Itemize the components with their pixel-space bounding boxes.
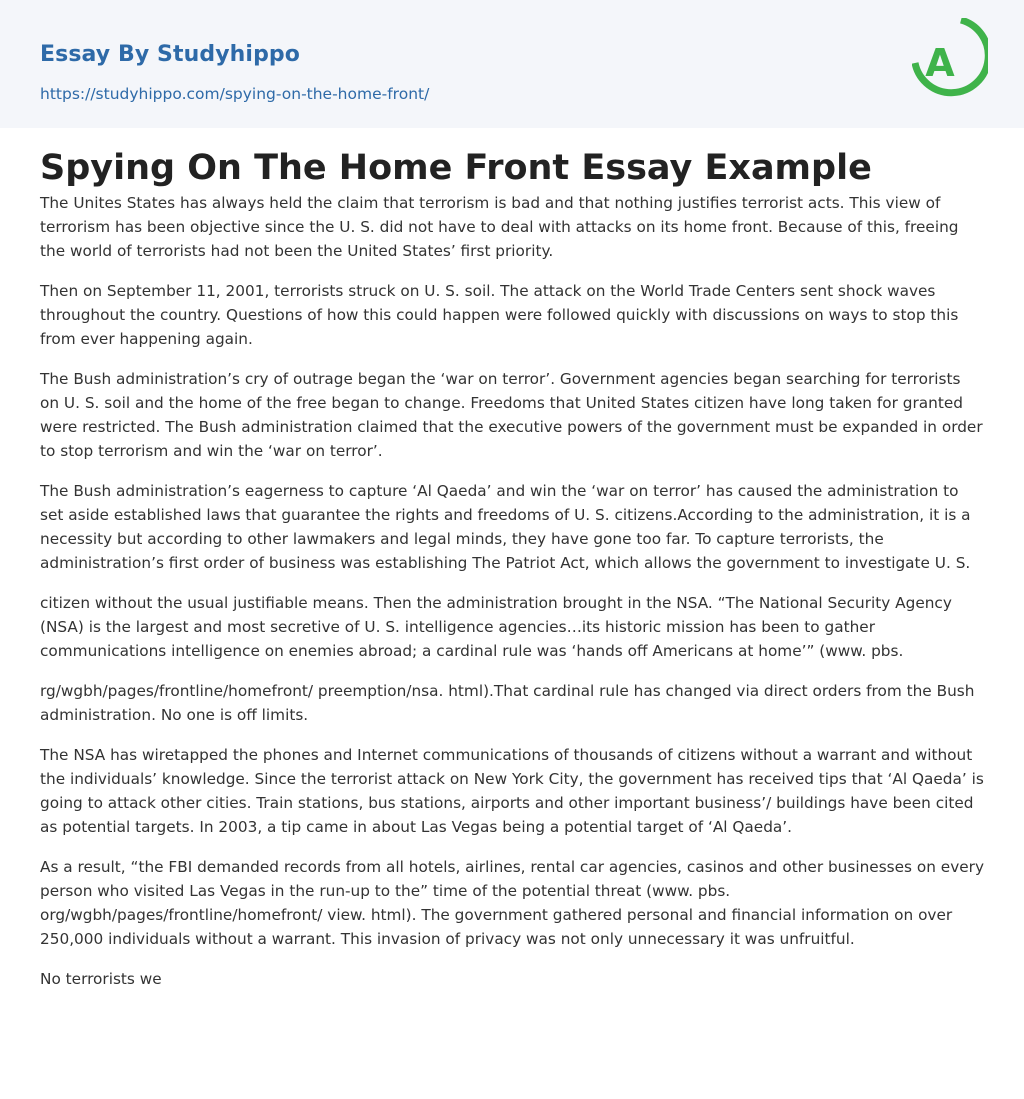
article-paragraph: The NSA has wiretapped the phones and Internet communications of thousands of citizens without a warrant and without the individuals’ knowledge. Since the terrorist attack on New York City, the government has received tips that ‘Al Qaeda’ is going to attack other cities. Train stations, bus stations, airports and other important business’/ buildings have been cited as potential targets. In 2003, a tip came in about Las Vegas being a potential target of ‘Al Qaeda’. xyxy=(40,746,984,836)
article-paragraph: The Bush administration’s eagerness to capture ‘Al Qaeda’ and win the ‘war on terror’ has caused the administration to set aside established laws that guarantee the rights and freedoms of U. S. citizens.According to the administration, it is a necessity but according to other lawmakers and legal minds, they have gone too far. To capture terrorists, the administration’s first order of business was establishing The Patriot Act, which allows the government to investigate U. S. xyxy=(40,482,971,572)
article-title: Spying On The Home Front Essay Example xyxy=(40,148,872,188)
article-paragraph: The Bush administration’s cry of outrage began the ‘war on terror’. Government agencies began searching for terrorists on U. S. soil and the home of the free began to change. Freedoms that United States citizen have long taken for granted were restricted. The Bush administration claimed that the executive powers of the government must be expanded in order to stop terrorism and win the ‘war on terror’. xyxy=(40,370,983,460)
site-header xyxy=(0,0,1024,128)
article-paragraph: No terrorists we xyxy=(40,970,162,988)
article-paragraph: As a result, “the FBI demanded records from all hotels, airlines, rental car agencies, casinos and other businesses on every person who visited Las Vegas in the run-up to the” time of the potential threat (www. pbs. org/wgbh/pages/frontline/homefront/ view. html). The government gathered personal and financial information on over 250,000 individuals without a warrant. This invasion of privacy was not only unnecessary it was unfruitful. xyxy=(40,858,985,948)
logo-letter: A xyxy=(925,41,955,85)
article-paragraph: rg/wgbh/pages/frontline/homefront/ preemption/nsa. html).That cardinal rule has changed via direct orders from the Bush administration. No one is off limits. xyxy=(40,682,975,724)
page-url-link[interactable]: https://studyhippo.com/spying-on-the-home-front/ xyxy=(40,85,430,103)
article-paragraph: The Unites States has always held the claim that terrorism is bad and that nothing justifies terrorist acts. This view of terrorism has been objective since the U. S. did not have to deal with attacks on its home front. Because of this, freeing the world of terrorists had not been the United States’ first priority. xyxy=(40,194,959,260)
site-brand[interactable]: Essay By Studyhippo xyxy=(40,42,300,67)
article-paragraph: citizen without the usual justifiable means. Then the administration brought in the NSA. “The National Security Agency (NSA) is the largest and most secretive of U. S. intelligence agencies…its historic mission has been to gather communications intelligence on enemies abroad; a cardinal rule was ‘hands off Americans at home’” (www. pbs. xyxy=(40,594,952,660)
article-paragraph: Then on September 11, 2001, terrorists struck on U. S. soil. The attack on the World Trade Centers sent shock waves throughout the country. Questions of how this could happen were followed quickly with discussions on ways to stop this from ever happening again. xyxy=(40,282,959,348)
article xyxy=(0,128,1024,991)
studyhippo-logo-icon[interactable] xyxy=(912,18,988,106)
